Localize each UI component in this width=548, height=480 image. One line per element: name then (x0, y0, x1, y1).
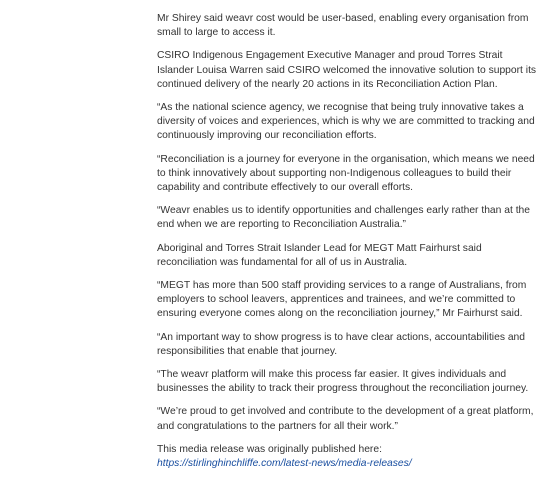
source-note (157, 443, 539, 471)
article-paragraph: Mr Shirey said weavr cost would be user-based, enabling every organisation from small to large to access it. (157, 13, 529, 39)
article-paragraph: “We’re proud to get involved and contribute to the development of a great platform, and congratulations to the partners for all their work.” (157, 406, 534, 432)
article-paragraph: Aboriginal and Torres Strait Islander Lead for MEGT Matt Fairhurst said reconciliation was fundamental for all of us in Australia. (157, 242, 482, 268)
article-paragraph: “As the national science agency, we recognise that being truly innovative takes a diversity of voices and experiences, which is why we are committed to tracking and continuously improving our reconciliation efforts. (157, 102, 535, 142)
article-paragraph: “MEGT has more than 500 staff providing services to a range of Australians, from employers to school leavers, apprentices and trainees, and we’re committed to ensuring everyone comes along on the reconciliation journey,” Mr Fairhurst said. (157, 280, 527, 320)
article-paragraph: “Reconciliation is a journey for everyone in the organisation, which means we need to think innovatively about supporting non-Indigenous colleagues to build their capability and contribute effectively to our overall efforts. (157, 153, 535, 194)
article-paragraph: CSIRO Indigenous Engagement Executive Manager and proud Torres Strait Islander Louisa Warren said CSIRO welcomed the innovative solution to support its continued delivery of the nearly 20 actions in its Reconciliation Action Plan. (157, 50, 537, 90)
article-paragraph: “Weavr enables us to identify opportunities and challenges early rather than at the end when we are reporting to Reconciliation Australia.” (157, 205, 531, 231)
article-paragraph: “The weavr platform will make this process far easier. It gives individuals and businesses the ability to track their progress throughout the reconciliation journey. (157, 369, 529, 395)
source-link[interactable]: https://stirlinghinchliffe.com/latest-news/media-releases/ (157, 458, 412, 470)
article-body (157, 12, 539, 480)
article-paragraph: “An important way to show progress is to have clear actions, accountabilities and responsibilities that enable that journey. (157, 331, 526, 357)
source-prefix: This media release was originally published here: (157, 443, 382, 455)
